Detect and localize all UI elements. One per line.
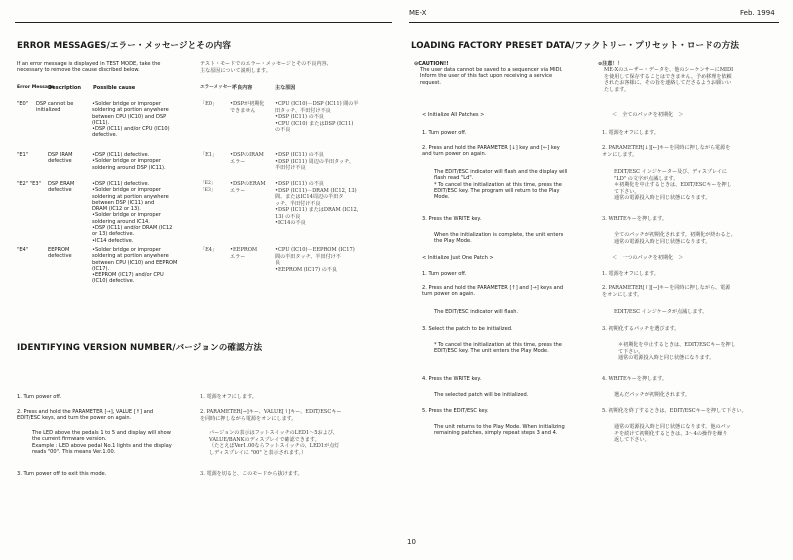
init-one-step-4-note: The selected patch will be initialized. — [434, 392, 529, 398]
init-one-step-5-note-jp: 通常の電源投入時と同じ状態になります。他のパッ チを続けて初期化するときは、3～4の操作を繰り 返して下さい。 — [614, 424, 731, 443]
col-description: Description — [48, 85, 81, 91]
error-description: EEPROM defective — [48, 247, 72, 260]
error-description-jp: •DSPのERAM エラー — [230, 181, 266, 194]
init-all-step-2-jp: 2. PARAMETER[↓][←]キーを同時に押しながら電源を オンにします。 — [602, 145, 731, 158]
init-all-step-2-note: The EDIT/ESC indicator will flash and the display will flash read "Ld". * To cancel the initialization at this time, press the EDIT/ESC key. The program will return to the Play Mode. — [434, 169, 568, 201]
init-all-step-1: 1. Turn power off. — [422, 130, 467, 136]
header-rule-right — [409, 22, 779, 23]
error-code: "E0" — [17, 101, 29, 107]
error-description: DSP cannot be initialized — [36, 101, 74, 114]
init-one-step-4-note-jp: 選んだパッチが初期化されます。 — [614, 392, 690, 398]
init-one-step-2: 2. Press and hold the PARAMETER [↑] and [→] keys and turn power on again. — [422, 285, 564, 298]
error-code: "E2" "E3" — [17, 181, 41, 187]
init-one-step-3-note: * To cancel the initialization at this time, press the EDIT/ESC key. The unit enters the Play Mode. — [434, 342, 562, 355]
col-description-jp: 不良内容 — [232, 85, 253, 91]
init-one-heading: < Initialize Just One Patch > — [422, 255, 494, 261]
caution-title: ⊙CAUTION!! — [414, 61, 449, 67]
error-description-jp: •EEPROM エラー — [230, 247, 258, 260]
init-one-step-1-jp: 1. 電源をオフにします。 — [602, 271, 659, 277]
init-one-step-3-note-jp: ＊初期化を中止するときは、EDIT/ESCキーを押し て下さい。 通常の電源投入時と同じ状態になります。 — [618, 342, 736, 361]
error-description: DSP IRAM defective — [48, 152, 73, 165]
error-code-jp: 「E4」 — [200, 247, 218, 253]
error-cause: •DSP (IC11) defective. •Solder bridge or improper soldering around DSP (IC11). — [92, 152, 166, 171]
init-one-heading-jp: ＜ 一つのパッチを初期化 ＞ — [612, 255, 684, 261]
page-number: 10 — [407, 538, 416, 546]
init-one-step-4: 4. Press the WRITE key. — [422, 376, 482, 382]
error-code: "E1" — [17, 152, 29, 158]
error-cause-jp: •DSP (IC11) の不良 •DSP (IC11)－DRAM (IC12, 13) 間、またはIC14周辺の半田タ ッチ、半田付け不良 •DSP (IC11) またはDRAM (IC12, 13) の不良 •IC14の不良 — [275, 181, 359, 226]
init-all-step-2: 2. Press and hold the PARAMETER [↓] key and [←] key and turn power on again. — [422, 145, 560, 158]
init-one-step-2-note-jp: EDIT/ESC インジケータが点滅します。 — [614, 309, 708, 315]
model-name: ME-X — [409, 9, 427, 17]
init-all-step-3-jp: 3. WRITEキーを押します。 — [602, 216, 668, 222]
init-one-step-3: 3. Select the patch to be initialized. — [422, 326, 513, 332]
init-one-step-3-jp: 3. 初期化するパッチを選びます。 — [602, 326, 680, 332]
init-one-step-5-note: The unit returns to the Play Mode. When initializing remaining patches, simply repeat steps 3 and 4. — [434, 424, 565, 437]
version-step-2-jp: 2. PARAMETER[→]キー、VALUE[↑]キー、EDIT/ESCキー を同時に押しながら電源をオンにします。 — [200, 409, 342, 422]
error-code-jp: 「E2」「E3」 — [200, 181, 216, 193]
error-description: DSP ERAM defective — [48, 181, 75, 194]
error-description-jp: •DSPのIRAM エラー — [230, 152, 264, 165]
error-code: "E4" — [17, 247, 29, 253]
date: Feb. 1994 — [740, 9, 775, 17]
version-step-1: 1. Turn power off. — [17, 394, 62, 400]
init-one-step-5: 5. Press the EDIT/ESC key. — [422, 408, 489, 414]
error-intro-jp: テスト・モードでのエラー・メッセージとその不良内容、 主な原因について説明します。 — [200, 61, 332, 74]
init-all-step-2-note-jp: EDIT/ESC インジケーター及び、ディスプレイに "LD" の文字が点滅します。 ＊初期化を中止するときは、EDIT/ESCキーを押し て下さい。 通常の電源投入時と同じ状態になります。 — [614, 169, 732, 201]
init-one-step-4-jp: 4. WRITEキーを押します。 — [602, 376, 668, 382]
error-cause: •Solder bridge or improper soldering at portion anywhere between CPU (IC10) and EEPROM (IC17). •EEPROM (IC17) and/or CPU (IC10) defective. — [92, 247, 178, 285]
version-led-note: The LED above the pedals 1 to 5 and display will show the current firmware version. Example : LED above pedal No.1 lights and the display reads "00". This means Ver.1.00. — [32, 430, 172, 455]
error-intro: If an error message is displayed in TEST MODE, take the necessary to remove the cause discribed below. — [17, 61, 161, 74]
loading-section-title: LOADING FACTORY PRESET DATA/ファクトリー・プリセット・ロードの方法 — [411, 41, 740, 51]
error-cause-jp: •CPU (IC10)－EEPROM (IC17) 間の半田タッチ、半田付け不 良 •EEPROM (IC17) の不良 — [275, 247, 355, 273]
error-cause-jp: •DSP (IC11) の不良 •DSP (IC11) 周辺の半田タッチ、 半田付け不良 — [275, 152, 355, 171]
init-one-step-1: 1. Turn power off. — [422, 271, 467, 277]
col-error-message-jp: エラーメッセージ — [200, 85, 237, 90]
init-one-step-5-jp: 5. 初期化を終了するときは、EDIT/ESCキーを押して下さい。 — [602, 408, 747, 414]
init-all-heading-jp: ＜ 全てのパッチを初期化 ＞ — [612, 112, 684, 118]
init-all-step-3-note: When the initialization is complete, the unit enters the Play Mode. — [434, 232, 564, 245]
init-one-step-2-jp: 2. PARAMETER[↑][→]キーを同時に押しながら、電源 をオンにします。 — [602, 285, 731, 298]
col-error-message: Error Message — [17, 85, 55, 90]
version-led-note-jp: バージョンの表示はフットスイッチのLED1～5および、 VALUE/BANKのディスプレイで確認できます。 （たとえばVer1.00ならフットスイッチの、LED1が点灯 しディスプレイに "00" と表示されます。） — [209, 430, 340, 456]
error-cause: •DSP (IC11) defective. •Solder bridge or improper soldering at portion anywhere between DSP (IC11) and DRAM (IC12 or 13). •Solder bridge or improper soldering around IC14. •DSP (IC11) and/or DRAM (IC12 or 13) defective. •IC14 defective. — [92, 181, 173, 244]
header-rule-left — [15, 22, 392, 23]
version-section-title: IDENTIFYING VERSION NUMBER/バージョンの確認方法 — [17, 343, 263, 353]
caution-text-jp: ME-Xのユーザー・データを、他のシーケンサーにMIDI を使用して保存することはできません。予め移理を依頼 されたお客様に、その旨を連絡してださるようお願いい たします。 — [604, 67, 734, 93]
error-cause-jp: •CPU (IC10)－DSP (IC11) 間の半 田タッチ、半田付け不良 •DSP (IC11) の不良 •CPU (IC10) またはDSP (IC11) の不良 — [275, 101, 359, 133]
init-all-step-3-note-jp: 全てのパッチが初期化されます。初期化が終わると、 通常の電源投入時と同じ状態になります。 — [614, 232, 736, 245]
version-step-3: 3. Turn power off to exit this mode. — [17, 471, 107, 477]
version-step-2: 2. Press and hold the PARAMETER [→], VALUE [↑] and EDIT/ESC keys, and turn the power on again. — [17, 409, 154, 422]
error-description-jp: •DSPが初期化 できません — [230, 101, 265, 114]
col-possible-cause-jp: 主な原因 — [275, 85, 296, 91]
caution-text: The user data cannot be saved to a sequencer via MIDI. Inform the user of this fact upon receiving a service request. — [420, 67, 563, 86]
error-section-title: ERROR MESSAGES/エラー・メッセージとその内容 — [17, 41, 232, 51]
caution-title-jp: ⊙注意！！ — [598, 61, 623, 67]
error-code-jp: 「E1」 — [200, 152, 218, 158]
col-possible-cause: Possible cause — [93, 85, 136, 91]
version-step-1-jp: 1. 電源をオフにします。 — [200, 394, 257, 400]
init-all-step-3: 3. Press the WRITE key. — [422, 216, 482, 222]
init-one-step-2-note: The EDIT/ESC indicator will flash. — [434, 309, 519, 315]
init-all-step-1-jp: 1. 電源をオフにします。 — [602, 130, 659, 136]
init-all-heading: < Initialize All Patches > — [422, 112, 485, 118]
error-code-jp: 「E0」 — [200, 101, 218, 107]
error-cause: •Solder bridge or improper soldering at portion anywhere between CPU (IC10) and DSP (IC11). •DSP (IC11) and/or CPU (IC10) defective. — [92, 101, 170, 139]
version-step-3-jp: 3. 電源を切ると、このモードから抜けます。 — [200, 471, 303, 477]
